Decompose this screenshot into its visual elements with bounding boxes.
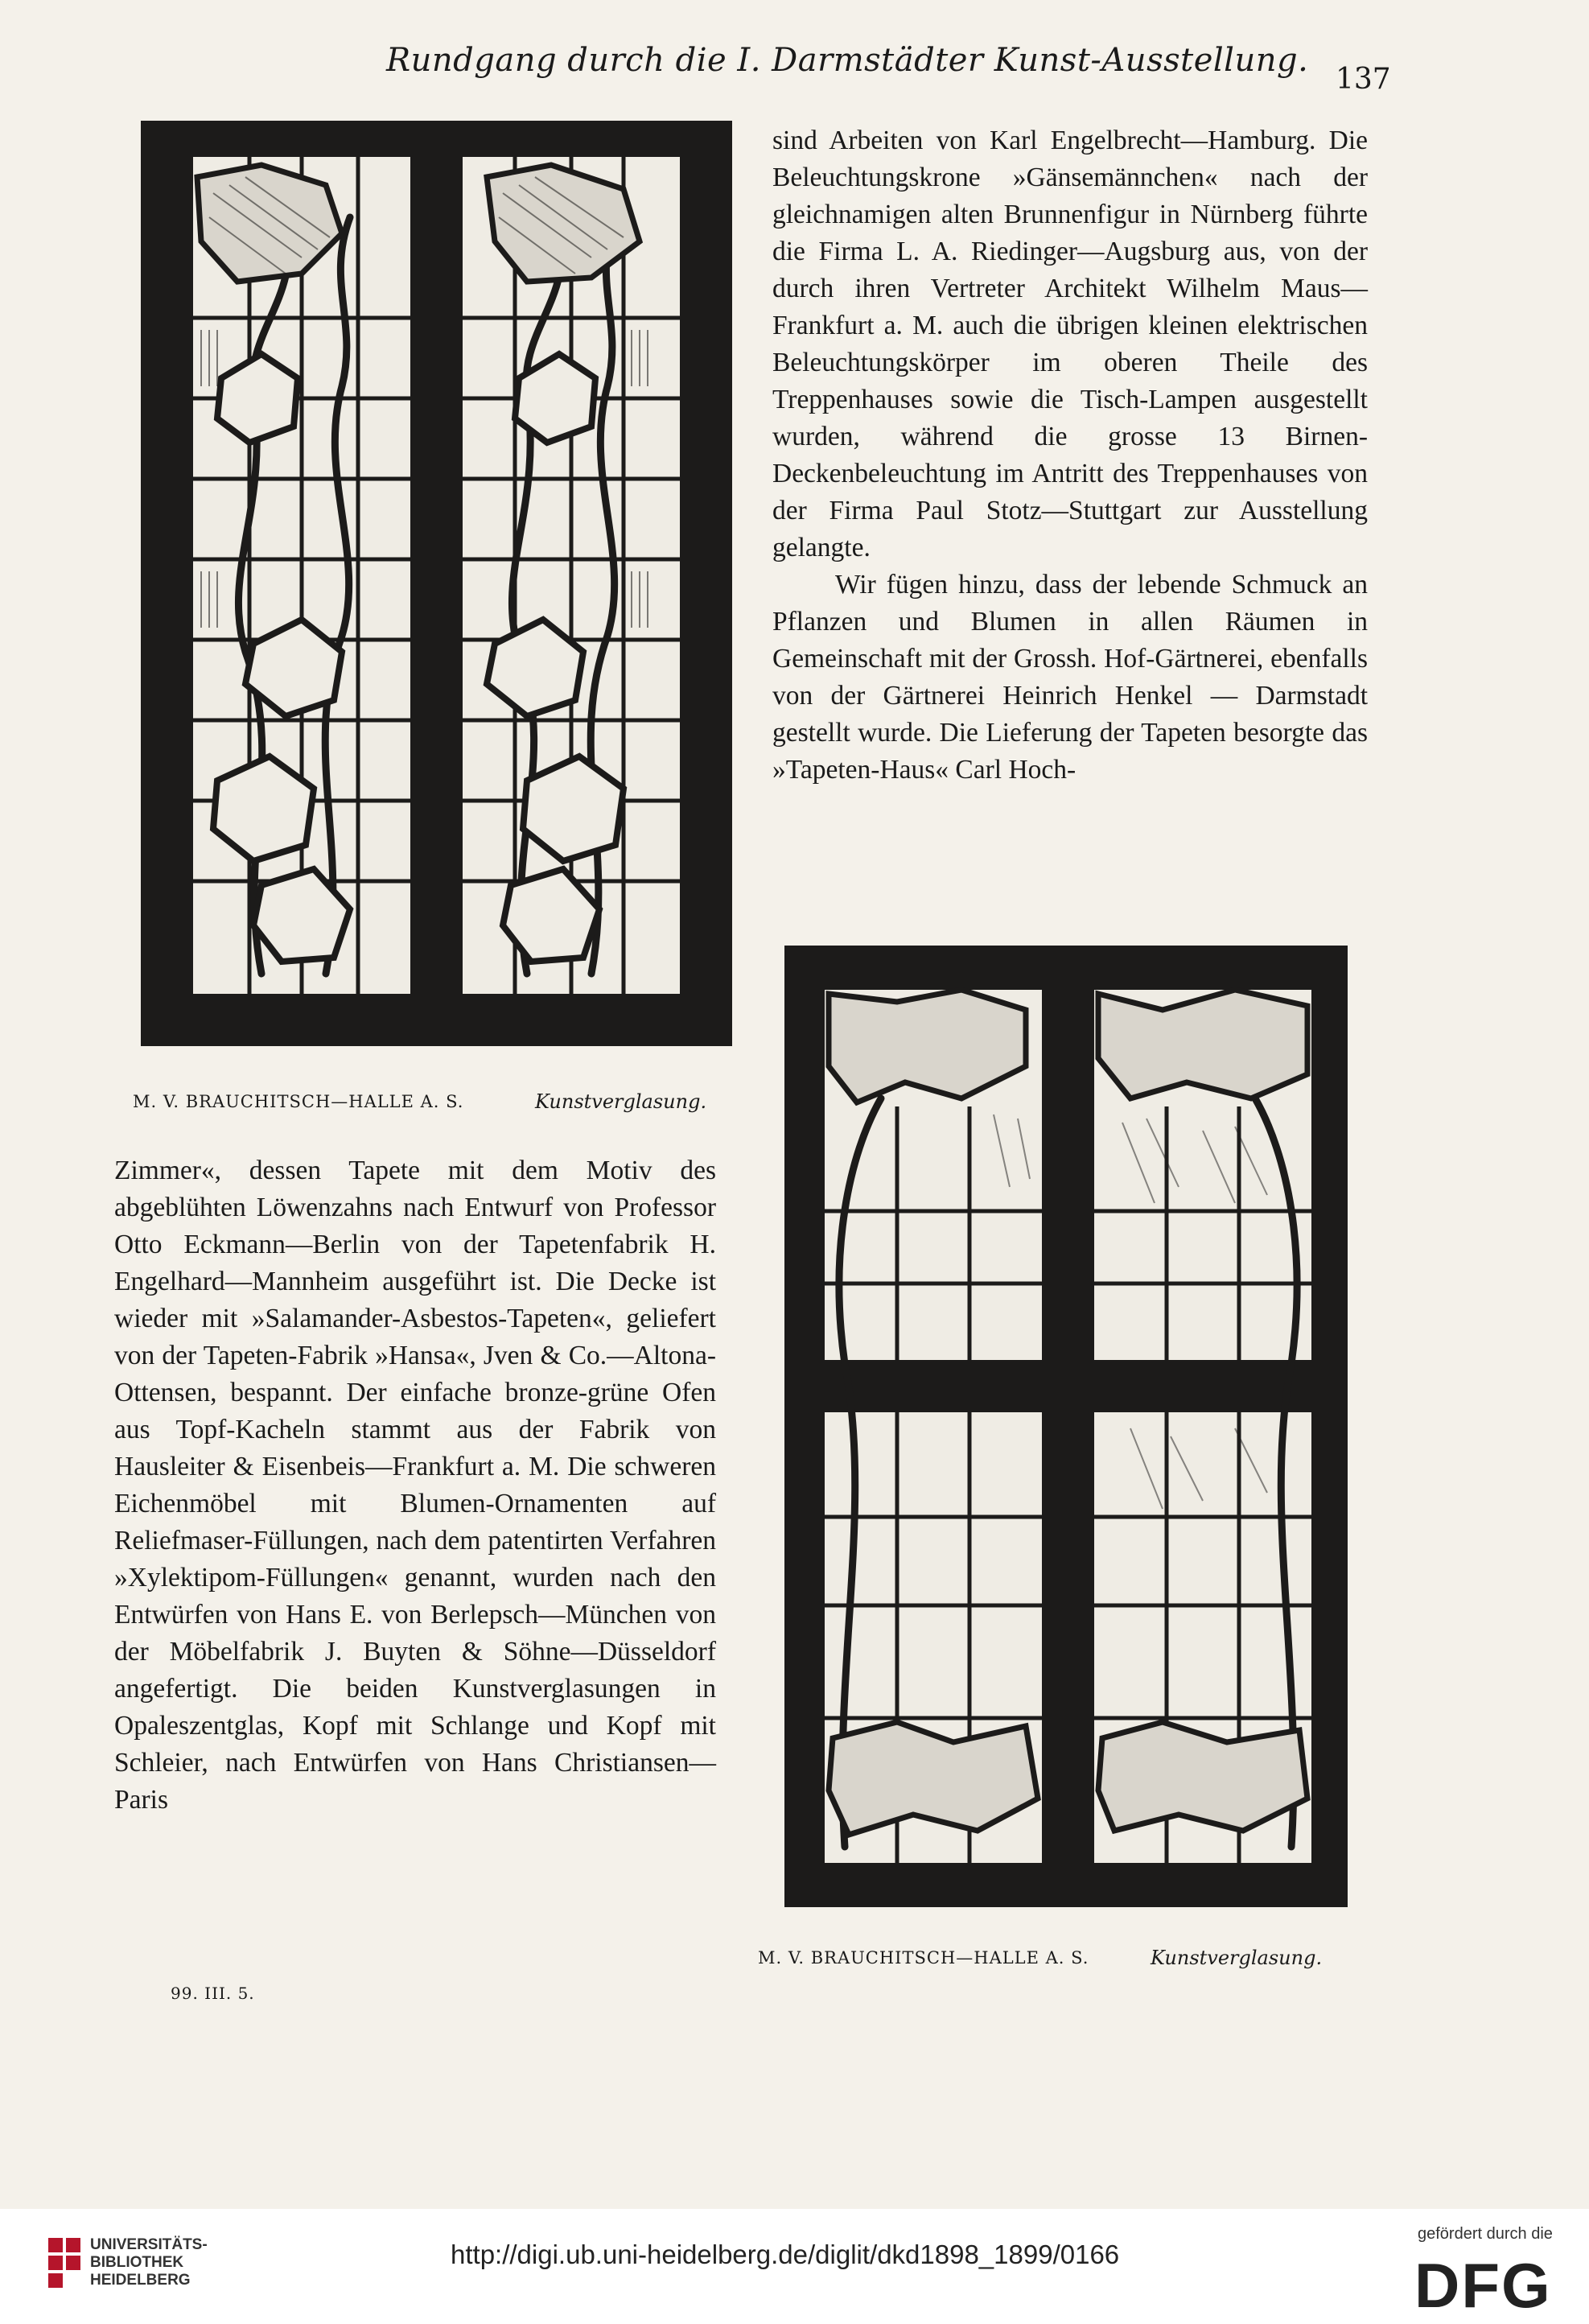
- library-name-line-1: UNIVERSITÄTS-: [90, 2236, 208, 2253]
- university-library-logo-icon: [48, 2238, 80, 2289]
- stained-glass-illustration-1: [141, 121, 732, 1046]
- right-paragraph-2: Wir fügen hinzu, dass der lebende Schmuck an Pflanzen und Blumen in allen Räumen in Gemeinschaft mit der Grossh. Hof-Gärtnerei, ebenfalls von der Gärtnerei Heinrich Henkel — Darmstadt gestellt wurde. Die Lieferung der Tapeten besorgte das »Tapeten-Haus« Carl Hoch-: [772, 570, 1368, 785]
- digital-library-url[interactable]: http://digi.ub.uni-heidelberg.de/diglit/dkd1898_1899/0166: [451, 2240, 1120, 2269]
- left-text-column: [114, 1152, 716, 1819]
- left-paragraph-1: Zimmer«, dessen Tapete mit dem Motiv des abgeblühten Löwenzahns nach Entwurf von Professor Otto Eckmann—Berlin von der Tapetenfabrik H. Engelhard—Mannheim ausgeführt ist. Die Decke ist wieder mit »Salamander-Asbestos-Tapeten«, geliefert von der Tapeten-Fabrik »Hansa«, Jven & Co.—Altona-Ottensen, bespannt. Der einfache bronze-grüne Ofen aus Topf-Kacheln stammt aus der Fabrik von Hausleiter & Eisenbeis—Frankfurt a. M. Die schweren Eichenmöbel mit Blumen-Ornamenten auf Reliefmaser-Füllungen, nach dem patentirten Verfahren »Xylektipom-Füllungen« genannt, wurden nach den Entwürfen von Hans E. von Berlepsch—München von der Möbelfabrik J. Buyten & Söhne—Düsseldorf angefertigt. Die beiden Kunstverglasungen in Opaleszentglas, Kopf mit Schlange und Kopf mit Schleier, nach Entwürfen von Hans Christiansen—Paris: [114, 1156, 716, 1815]
- page-number: 137: [1336, 63, 1391, 96]
- stained-glass-illustration-2: [784, 946, 1348, 1907]
- university-library-name: [90, 2236, 208, 2289]
- stained-glass-window-figure-1: [141, 121, 732, 1046]
- funding-note: gefördert durch die: [1418, 2225, 1553, 2243]
- library-name-line-2: BIBLIOTHEK: [90, 2254, 184, 2271]
- dfg-logo: DFG: [1414, 2250, 1552, 2321]
- running-title: Rundgang durch die I. Darmstädter Kunst-Ausstellung.: [386, 42, 1309, 79]
- library-name-line-3: HEIDELBERG: [90, 2272, 191, 2289]
- stained-glass-window-figure-2: [784, 946, 1348, 1907]
- printer-signature: 99. III. 5.: [171, 1984, 255, 2003]
- figure-1-credit: M. V. BRAUCHITSCH—HALLE A. S.: [133, 1092, 464, 1111]
- digitization-footer: [0, 2209, 1589, 2324]
- right-text-column: [772, 122, 1368, 789]
- figure-2-credit: M. V. BRAUCHITSCH—HALLE A. S.: [758, 1948, 1089, 1968]
- figure-1-title: Kunstverglasung.: [535, 1090, 707, 1113]
- right-paragraph-1: sind Arbeiten von Karl Engelbrecht—Hamburg. Die Beleuchtungskrone »Gänsemännchen« nach der gleichnamigen alten Brunnenfigur in Nürnberg führte die Firma L. A. Riedinger—Augsburg aus, von der durch ihren Vertreter Architekt Wilhelm Maus—Frankfurt a. M. auch die übrigen kleinen elektrischen Beleuchtungskörper im oberen Theile des Treppenhauses sowie die Tisch-Lampen ausgestellt wurden, während die grosse 13 Birnen-Deckenbeleuchtung im Antritt des Treppenhauses von der Firma Paul Stotz—Stuttgart zur Ausstellung gelangte.: [772, 126, 1368, 562]
- figure-2-title: Kunstverglasung.: [1151, 1947, 1323, 1969]
